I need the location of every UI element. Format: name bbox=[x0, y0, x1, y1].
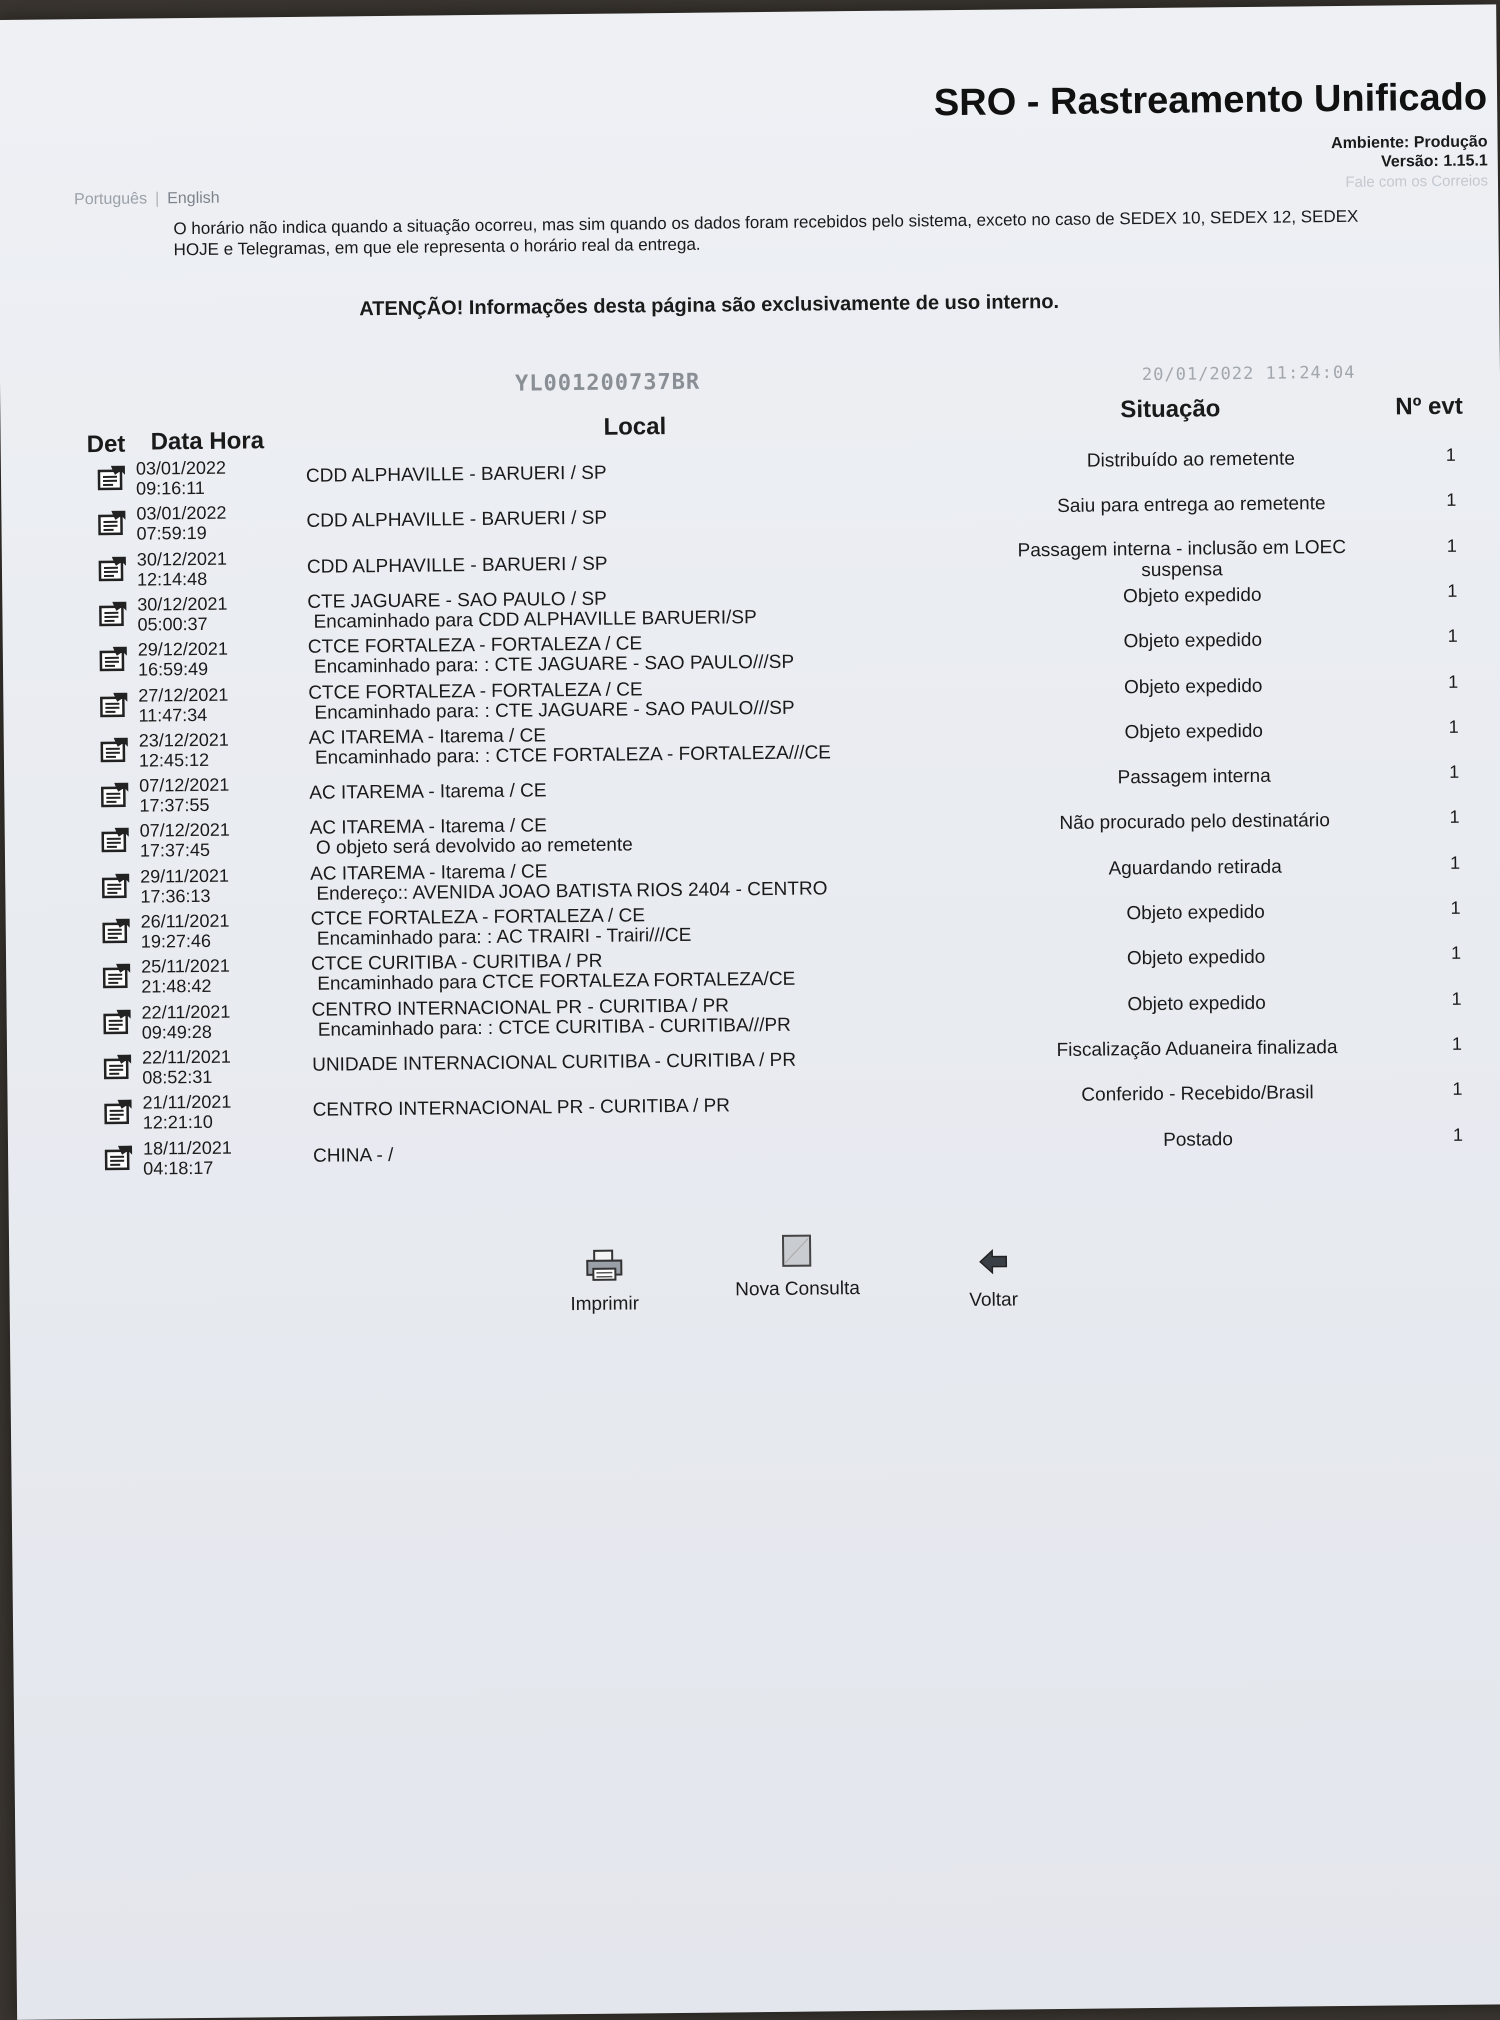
event-datetime bbox=[137, 548, 228, 589]
event-count: 1 bbox=[1431, 490, 1471, 511]
back-label: Voltar bbox=[969, 1289, 1018, 1311]
detail-icon[interactable] bbox=[97, 510, 127, 536]
event-count: 1 bbox=[1437, 1033, 1477, 1054]
event-count: 1 bbox=[1432, 535, 1472, 556]
event-date: 22/11/2021 bbox=[142, 1001, 231, 1022]
paper-sheet bbox=[0, 4, 1500, 2020]
detail-icon[interactable] bbox=[98, 601, 128, 627]
event-time: 09:49:28 bbox=[142, 1021, 231, 1042]
detail-icon[interactable] bbox=[100, 736, 130, 762]
event-local bbox=[308, 677, 948, 724]
detail-icon[interactable] bbox=[103, 1008, 133, 1034]
event-situacao: Aguardando retirada bbox=[995, 855, 1395, 880]
event-date: 23/12/2021 bbox=[139, 729, 229, 750]
event-count: 1 bbox=[1435, 898, 1475, 919]
event-datetime bbox=[141, 956, 230, 997]
detail-icon[interactable] bbox=[102, 918, 132, 944]
detail-icon[interactable] bbox=[103, 1054, 133, 1080]
event-detail: Encaminhado para: : CTCE CURITIBA - CURITIBA///PR bbox=[312, 1014, 952, 1041]
event-location: AC ITAREMA - Itarema / CE bbox=[310, 812, 950, 839]
lang-en-link[interactable]: English bbox=[167, 190, 220, 208]
event-local bbox=[313, 1140, 953, 1167]
event-date: 26/11/2021 bbox=[141, 911, 230, 932]
new-query-icon bbox=[780, 1234, 814, 1268]
print-button[interactable] bbox=[534, 1248, 675, 1316]
new-query-button[interactable] bbox=[727, 1233, 868, 1301]
event-date: 03/01/2022 bbox=[136, 503, 226, 524]
event-datetime bbox=[142, 1001, 231, 1042]
event-situacao: Distribuído ao remetente bbox=[991, 447, 1391, 472]
detail-icon[interactable] bbox=[101, 827, 131, 853]
generated-timestamp: 20/01/2022 11:24:04 bbox=[1142, 363, 1356, 385]
print-label: Imprimir bbox=[570, 1293, 639, 1315]
event-date: 22/11/2021 bbox=[142, 1047, 231, 1068]
event-datetime bbox=[136, 458, 227, 499]
col-evt: Nº evt bbox=[1395, 393, 1463, 422]
event-local bbox=[310, 858, 950, 905]
event-time: 12:45:12 bbox=[139, 749, 229, 770]
event-location: CDD ALPHAVILLE - BARUERI / SP bbox=[306, 460, 946, 487]
event-date: 30/12/2021 bbox=[137, 548, 227, 569]
event-situacao: Objeto expedido bbox=[996, 991, 1396, 1016]
event-date: 27/12/2021 bbox=[138, 684, 228, 705]
printer-icon bbox=[584, 1249, 624, 1283]
page-title: SRO - Rastreamento Unificado bbox=[934, 76, 1488, 125]
event-detail: Encaminhado para: : CTE JAGUARE - SAO PAULO///SP bbox=[308, 697, 948, 724]
event-date: 07/12/2021 bbox=[139, 775, 229, 796]
event-detail: Encaminhado para CTCE FORTALEZA FORTALEZA/CE bbox=[311, 968, 951, 995]
events-table bbox=[0, 4, 1496, 20]
event-location: AC ITAREMA - Itarema / CE bbox=[310, 858, 950, 885]
event-time: 21:48:42 bbox=[141, 976, 230, 997]
event-datetime bbox=[139, 775, 230, 816]
event-count: 1 bbox=[1434, 716, 1474, 737]
event-date: 29/11/2021 bbox=[140, 865, 229, 886]
event-location: CTE JAGUARE - SAO PAULO / SP bbox=[307, 586, 947, 613]
event-time: 05:00:37 bbox=[137, 614, 227, 635]
event-detail: O objeto será devolvido ao remetente bbox=[310, 832, 950, 859]
event-time: 12:14:48 bbox=[137, 568, 227, 589]
environment-info bbox=[1331, 132, 1488, 172]
tracking-code: YL001200737BR bbox=[515, 370, 700, 397]
time-notice: O horário não indica quando a situação ocorreu, mas sim quando os dados foram recebidos pelo sistema, exceto no caso de SEDEX 10, SEDEX 12, SEDEX HOJE e Telegramas, em que ele representa o horário real da entrega. bbox=[173, 206, 1383, 261]
event-count: 1 bbox=[1434, 762, 1474, 783]
event-count: 1 bbox=[1436, 988, 1476, 1009]
event-local bbox=[312, 1049, 952, 1076]
event-count: 1 bbox=[1432, 581, 1472, 602]
event-situacao: Objeto expedido bbox=[992, 583, 1392, 608]
event-count: 1 bbox=[1438, 1124, 1478, 1145]
event-location: CTCE FORTALEZA - FORTALEZA / CE bbox=[308, 677, 948, 704]
event-time: 17:37:45 bbox=[140, 840, 230, 861]
detail-icon[interactable] bbox=[99, 691, 129, 717]
detail-icon[interactable] bbox=[97, 465, 127, 491]
event-datetime bbox=[137, 594, 228, 635]
event-date: 03/01/2022 bbox=[136, 458, 226, 479]
event-date: 30/12/2021 bbox=[137, 594, 227, 615]
event-local bbox=[306, 505, 946, 532]
event-time: 12:21:10 bbox=[143, 1112, 232, 1133]
back-arrow-icon bbox=[976, 1244, 1010, 1278]
event-date: 29/12/2021 bbox=[138, 639, 228, 660]
event-situacao: Fiscalização Aduaneira finalizada bbox=[997, 1036, 1397, 1061]
event-location: AC ITAREMA - Itarema / CE bbox=[309, 722, 949, 749]
event-time: 07:59:19 bbox=[136, 523, 226, 544]
event-datetime bbox=[140, 820, 231, 861]
event-location: UNIDADE INTERNACIONAL CURITIBA - CURITIBA / PR bbox=[312, 1049, 952, 1076]
event-detail: Encaminhado para: : AC TRAIRI - Trairi///CE bbox=[311, 923, 951, 950]
event-local bbox=[306, 460, 946, 487]
event-time: 09:16:11 bbox=[136, 478, 226, 499]
event-situacao: Passagem interna bbox=[994, 765, 1394, 790]
event-location: CTCE CURITIBA - CURITIBA / PR bbox=[311, 948, 951, 975]
event-count: 1 bbox=[1436, 943, 1476, 964]
event-situacao: Passagem interna - inclusão em LOEC suspensa bbox=[992, 536, 1372, 582]
event-local bbox=[311, 903, 951, 950]
ambiente-label: Ambiente: Produção bbox=[1331, 132, 1488, 153]
event-location: CENTRO INTERNACIONAL PR - CURITIBA / PR bbox=[313, 1094, 953, 1121]
event-date: 18/11/2021 bbox=[143, 1137, 232, 1158]
event-detail: Endereço:: AVENIDA JOAO BATISTA RIOS 2404 - CENTRO bbox=[310, 878, 950, 905]
detail-icon[interactable] bbox=[101, 872, 131, 898]
event-location: CTCE FORTALEZA - FORTALEZA / CE bbox=[311, 903, 951, 930]
event-time: 17:36:13 bbox=[140, 885, 229, 906]
detail-icon[interactable] bbox=[104, 1099, 134, 1125]
event-time: 17:37:55 bbox=[139, 795, 229, 816]
event-datetime bbox=[142, 1092, 231, 1133]
event-time: 19:27:46 bbox=[141, 931, 230, 952]
event-local bbox=[310, 812, 950, 859]
event-location: AC ITAREMA - Itarema / CE bbox=[309, 777, 949, 804]
event-situacao: Conferido - Recebido/Brasil bbox=[997, 1082, 1397, 1107]
detail-icon[interactable] bbox=[102, 963, 132, 989]
col-datahora: Data Hora bbox=[150, 427, 264, 456]
event-situacao: Objeto expedido bbox=[994, 719, 1394, 744]
col-situacao: Situação bbox=[1120, 395, 1220, 424]
event-detail: Encaminhado para: : CTCE FORTALEZA - FORTALEZA///CE bbox=[309, 742, 949, 769]
new-query-label: Nova Consulta bbox=[735, 1278, 860, 1300]
detail-icon[interactable] bbox=[104, 1144, 134, 1170]
event-local bbox=[313, 1094, 953, 1121]
event-datetime bbox=[136, 503, 227, 544]
event-count: 1 bbox=[1433, 626, 1473, 647]
event-situacao: Objeto expedido bbox=[993, 674, 1393, 699]
event-date: 25/11/2021 bbox=[141, 956, 230, 977]
event-local bbox=[307, 586, 947, 633]
versao-label: Versão: 1.15.1 bbox=[1331, 151, 1488, 172]
event-date: 21/11/2021 bbox=[142, 1092, 231, 1113]
event-location: CDD ALPHAVILLE - BARUERI / SP bbox=[307, 551, 947, 578]
event-situacao: Não procurado pelo destinatário bbox=[995, 810, 1395, 835]
event-local bbox=[311, 948, 951, 995]
event-time: 04:18:17 bbox=[143, 1157, 232, 1178]
event-datetime bbox=[143, 1137, 232, 1178]
col-local: Local bbox=[603, 413, 666, 442]
event-date: 07/12/2021 bbox=[140, 820, 230, 841]
event-datetime bbox=[141, 911, 230, 952]
event-time: 11:47:34 bbox=[138, 704, 228, 725]
event-location: CHINA - / bbox=[313, 1140, 953, 1167]
event-local bbox=[311, 994, 951, 1041]
event-datetime bbox=[138, 639, 229, 680]
event-situacao: Saiu para entrega ao remetente bbox=[991, 493, 1391, 518]
event-datetime bbox=[142, 1047, 231, 1088]
detail-icon[interactable] bbox=[98, 555, 128, 581]
event-datetime bbox=[138, 684, 229, 725]
contact-link[interactable]: Fale com os Correios bbox=[1345, 172, 1488, 190]
event-count: 1 bbox=[1431, 445, 1471, 466]
back-button[interactable] bbox=[923, 1244, 1064, 1312]
event-situacao: Objeto expedido bbox=[993, 629, 1393, 654]
event-detail: Encaminhado para CDD ALPHAVILLE BARUERI/SP bbox=[307, 606, 947, 633]
event-count: 1 bbox=[1437, 1079, 1477, 1100]
event-count: 1 bbox=[1435, 807, 1475, 828]
col-det: Det bbox=[87, 431, 126, 459]
event-time: 16:59:49 bbox=[138, 659, 228, 680]
event-datetime bbox=[139, 729, 230, 770]
event-situacao: Objeto expedido bbox=[996, 900, 1396, 925]
event-datetime bbox=[140, 865, 229, 906]
event-local bbox=[309, 722, 949, 769]
event-detail: Encaminhado para: : CTE JAGUARE - SAO PAULO///SP bbox=[308, 651, 948, 678]
language-switch bbox=[74, 190, 220, 210]
event-local bbox=[308, 631, 948, 678]
event-location: CTCE FORTALEZA - FORTALEZA / CE bbox=[308, 631, 948, 658]
detail-icon[interactable] bbox=[99, 646, 129, 672]
event-situacao: Postado bbox=[998, 1127, 1398, 1152]
event-local bbox=[307, 551, 947, 578]
attention-banner: ATENÇÃO! Informações desta página são exclusivamente de uso interno. bbox=[359, 291, 1059, 321]
lang-separator: | bbox=[155, 190, 159, 207]
lang-pt-link[interactable]: Português bbox=[74, 190, 147, 208]
event-count: 1 bbox=[1435, 852, 1475, 873]
event-location: CDD ALPHAVILLE - BARUERI / SP bbox=[306, 505, 946, 532]
event-count: 1 bbox=[1433, 671, 1473, 692]
event-situacao: Objeto expedido bbox=[996, 946, 1396, 971]
detail-icon[interactable] bbox=[100, 782, 130, 808]
event-location: CENTRO INTERNACIONAL PR - CURITIBA / PR bbox=[311, 994, 951, 1021]
event-time: 08:52:31 bbox=[142, 1067, 231, 1088]
event-local bbox=[309, 777, 949, 804]
